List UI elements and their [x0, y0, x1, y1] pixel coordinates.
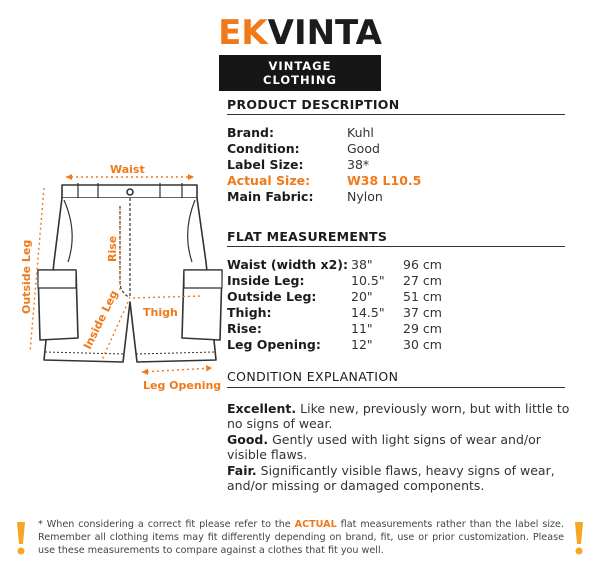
condition-item-excellent — [227, 401, 577, 432]
meas-label: Outside Leg: — [227, 289, 317, 304]
condition-term: Good. — [227, 431, 269, 447]
meas-cm: 37 cm — [403, 305, 442, 320]
desc-row-main-fabric — [227, 189, 421, 205]
desc-row-brand — [227, 125, 421, 141]
desc-row-actual-size — [227, 173, 421, 189]
condition-term: Excellent. — [227, 401, 297, 416]
thigh-label: Thigh — [143, 306, 178, 319]
brand-logo — [0, 14, 600, 91]
desc-label: Label Size: — [227, 157, 304, 172]
leg-opening-guide — [142, 368, 212, 372]
disclaimer-text-start: * When considering a correct fit please refer to the — [38, 519, 295, 530]
desc-label: Actual Size: — [227, 173, 311, 188]
right-cargo-flap — [184, 270, 222, 288]
meas-inches: 38" — [351, 257, 373, 272]
condition-description: Gently used with light signs of wear and/or visible flaws. — [227, 431, 541, 463]
meas-cm: 29 cm — [403, 321, 442, 336]
meas-inches: 14.5" — [351, 305, 385, 320]
meas-inches: 11" — [351, 321, 373, 336]
condition-explanation-text — [227, 401, 577, 493]
meas-label: Waist (width x2): — [227, 257, 349, 272]
flat-measurements-list — [227, 257, 442, 353]
condition-item-fair — [227, 463, 577, 494]
desc-label: Brand: — [227, 125, 274, 140]
condition-item-good — [227, 432, 577, 463]
shorts-measurement-diagram — [0, 150, 225, 400]
disclaimer-highlight: ACTUAL — [294, 519, 337, 530]
fit-disclaimer — [38, 518, 564, 557]
condition-term: Fair. — [227, 462, 257, 478]
desc-value: Kuhl — [347, 125, 374, 140]
meas-label: Thigh: — [227, 305, 272, 320]
condition-explanation-rule — [227, 387, 565, 388]
condition-description: Like new, previously worn, but with little to no signs of wear. — [227, 401, 570, 432]
exclamation-icon — [572, 520, 586, 556]
flat-measurements-title: FLAT MEASUREMENTS — [227, 229, 388, 244]
desc-value: 38* — [347, 157, 370, 172]
disclaimer-text-end: flat measurements rather than the label size. Remember all clothing items may fit differently depending on brand, fit, use or prior customization. Please use these measurements to compare against a clothes that fit you well. — [38, 519, 565, 556]
meas-inches: 20" — [351, 289, 373, 304]
waist-label: Waist — [110, 163, 145, 176]
product-description-list — [227, 125, 421, 205]
meas-cm: 30 cm — [403, 337, 442, 352]
condition-description: Significantly visible flaws, heavy signs of wear, and/or missing or damaged components. — [227, 462, 555, 494]
logo-part-vinta: VINTA — [267, 13, 382, 53]
desc-row-condition — [227, 141, 421, 157]
meas-row-inside-leg — [227, 273, 442, 289]
desc-label: Condition: — [227, 141, 300, 156]
meas-row-leg-opening — [227, 337, 442, 353]
meas-row-rise — [227, 321, 442, 337]
desc-label: Main Fabric: — [227, 189, 314, 204]
desc-row-label-size — [227, 157, 421, 173]
meas-cm: 96 cm — [403, 257, 442, 272]
meas-cm: 51 cm — [403, 289, 442, 304]
desc-value: Nylon — [347, 189, 383, 204]
meas-cm: 27 cm — [403, 273, 442, 288]
meas-row-thigh — [227, 305, 442, 321]
inside-leg-label: Inside Leg — [81, 288, 121, 352]
meas-inches: 12" — [351, 337, 373, 352]
logo-tagline: VINTAGE CLOTHING — [219, 55, 381, 91]
left-cargo-flap — [38, 270, 76, 288]
product-description-title: PRODUCT DESCRIPTION — [227, 97, 400, 112]
desc-value: Good — [347, 141, 380, 156]
leg-opening-label: Leg Opening — [143, 379, 222, 392]
waistband-outline — [62, 185, 197, 198]
desc-value: W38 L10.5 — [347, 173, 422, 188]
outside-leg-label: Outside Leg — [20, 239, 33, 314]
meas-row-waist — [227, 257, 442, 273]
logo-wordmark — [0, 14, 600, 52]
exclamation-icon — [14, 520, 28, 556]
flat-measurements-rule — [227, 246, 565, 247]
product-description-rule — [227, 114, 565, 115]
logo-part-ek: EK — [218, 13, 268, 53]
condition-explanation-title: CONDITION EXPLANATION — [227, 369, 399, 384]
meas-label: Inside Leg: — [227, 273, 305, 288]
rise-label: Rise — [106, 235, 119, 262]
meas-label: Rise: — [227, 321, 262, 336]
meas-row-outside-leg — [227, 289, 442, 305]
meas-inches: 10.5" — [351, 273, 385, 288]
meas-label: Leg Opening: — [227, 337, 321, 352]
